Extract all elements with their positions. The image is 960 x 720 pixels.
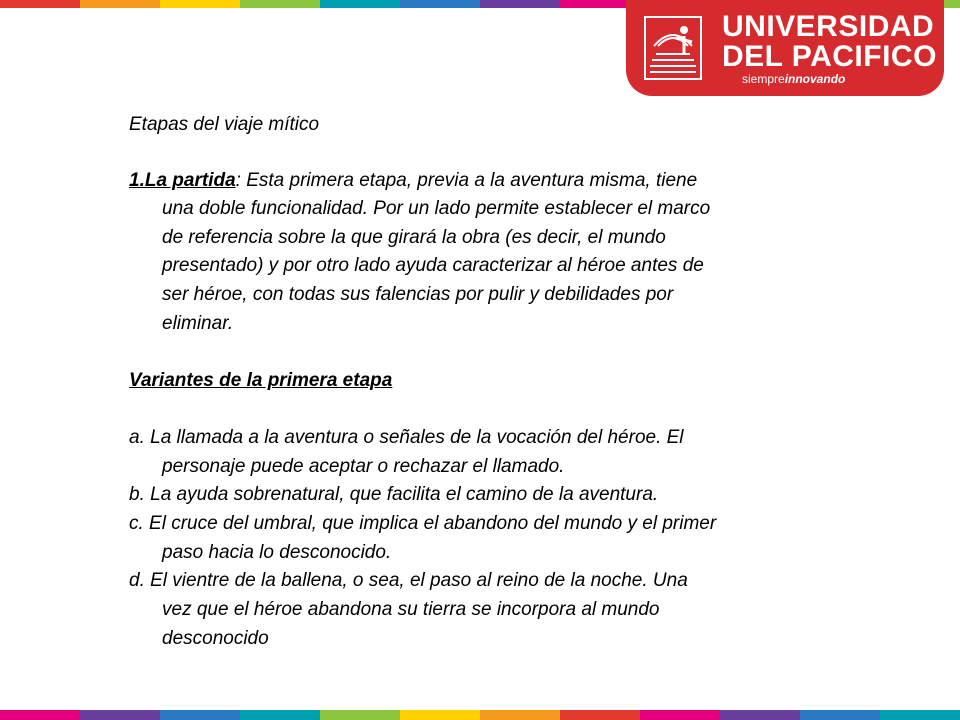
stripe-segment [160, 710, 240, 720]
section1-first-line [129, 169, 697, 193]
stripe-segment [400, 710, 480, 720]
variant-line: personaje puede aceptar o rechazar el llamado. [162, 456, 565, 477]
bottom-color-stripe [0, 710, 960, 720]
variant-line: c. El cruce del umbral, que implica el abandono del mundo y el primer [129, 513, 717, 534]
section1-line: una doble funcionalidad. Por un lado permite establecer el marco [162, 198, 711, 219]
tagline-siempre: siempre [742, 72, 785, 86]
variant-line: d. El vientre de la ballena, o sea, el paso al reino de la noche. Una [129, 570, 688, 591]
stripe-segment [0, 710, 80, 720]
variant-line: vez que el héroe abandona su tierra se incorpora al mundo [162, 599, 660, 620]
stripe-segment [240, 710, 320, 720]
stripe-segment [640, 710, 720, 720]
stripe-segment [560, 710, 640, 720]
logo-pacifico-text: DEL PACIFICO [722, 40, 937, 73]
section1-line: : Esta primera etapa, previa a la aventura misma, tiene [235, 170, 698, 191]
variants-subheading: Variantes de la primera etapa [129, 370, 393, 391]
stripe-segment [800, 710, 880, 720]
section1-line: presentado) y por otro lado ayuda caracterizar al héroe antes de [162, 255, 704, 276]
stripe-segment [320, 710, 400, 720]
section1-line: ser héroe, con todas sus falencias por pulir y debilidades por [162, 284, 674, 305]
stripe-segment [880, 710, 960, 720]
logo-university-text: UNIVERSIDAD [722, 10, 935, 43]
variant-line: paso hacia lo desconocido. [162, 542, 392, 563]
variant-line: desconocido [162, 628, 269, 649]
section1-label: 1.La partida [129, 170, 236, 191]
tagline-innovando: innovando [784, 72, 846, 86]
page-title: Etapas del viaje mítico [129, 114, 320, 135]
variant-line: a. La llamada a la aventura o señales de la vocación del héroe. El [129, 427, 684, 448]
section1-line: eliminar. [162, 313, 234, 334]
variant-line: b. La ayuda sobrenatural, que facilita el camino de la aventura. [129, 484, 659, 505]
stripe-segment [720, 710, 800, 720]
section1-line: de referencia sobre la que girará la obra (es decir, el mundo [162, 227, 666, 248]
stripe-segment [80, 710, 160, 720]
stripe-segment [480, 710, 560, 720]
